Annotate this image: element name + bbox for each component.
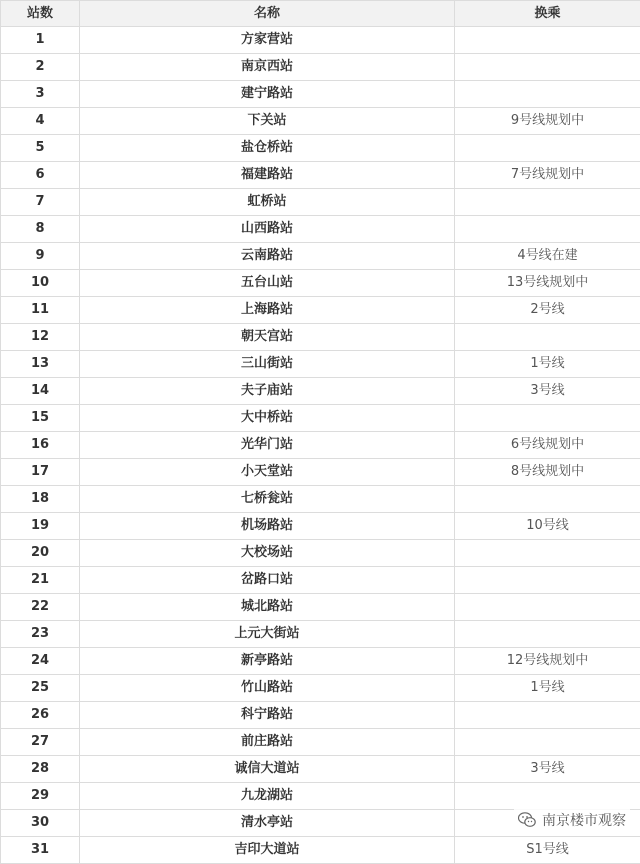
station-no-cell: 4 bbox=[1, 108, 80, 135]
table-row bbox=[1, 621, 640, 648]
station-name-cell: 方家营站 bbox=[80, 27, 455, 54]
table-row bbox=[1, 486, 640, 513]
transfer-cell: 7号线规划中 bbox=[455, 162, 640, 189]
table-row bbox=[1, 351, 640, 378]
station-no-cell: 25 bbox=[1, 675, 80, 702]
station-name-cell: 吉印大道站 bbox=[80, 837, 455, 864]
station-name-cell: 山西路站 bbox=[80, 216, 455, 243]
transfer-cell bbox=[455, 54, 640, 81]
station-name-cell: 夫子庙站 bbox=[80, 378, 455, 405]
table-row bbox=[1, 108, 640, 135]
transfer-cell bbox=[455, 540, 640, 567]
station-name-cell: 建宁路站 bbox=[80, 81, 455, 108]
station-no-cell: 9 bbox=[1, 243, 80, 270]
transfer-cell bbox=[455, 594, 640, 621]
station-no-cell: 13 bbox=[1, 351, 80, 378]
table-row bbox=[1, 675, 640, 702]
table-row bbox=[1, 189, 640, 216]
table-row bbox=[1, 54, 640, 81]
station-name-cell: 诚信大道站 bbox=[80, 756, 455, 783]
table-row bbox=[1, 378, 640, 405]
station-no-cell: 6 bbox=[1, 162, 80, 189]
station-no-cell: 29 bbox=[1, 783, 80, 810]
watermark bbox=[514, 808, 630, 832]
station-name-cell: 光华门站 bbox=[80, 432, 455, 459]
table-row bbox=[1, 243, 640, 270]
station-name-cell: 七桥瓮站 bbox=[80, 486, 455, 513]
station-name-cell: 清水亭站 bbox=[80, 810, 455, 837]
watermark-text: 南京楼市观察 bbox=[542, 810, 626, 830]
header-station-no: 站数 bbox=[1, 1, 80, 27]
transfer-cell: S1号线 bbox=[455, 837, 640, 864]
station-name-cell: 前庄路站 bbox=[80, 729, 455, 756]
transfer-cell bbox=[455, 135, 640, 162]
station-no-cell: 31 bbox=[1, 837, 80, 864]
table-row bbox=[1, 324, 640, 351]
table-row bbox=[1, 783, 640, 810]
transfer-cell bbox=[455, 216, 640, 243]
transfer-cell: 2号线 bbox=[455, 297, 640, 324]
station-name-cell: 小天堂站 bbox=[80, 459, 455, 486]
station-name-cell: 竹山路站 bbox=[80, 675, 455, 702]
table-row bbox=[1, 297, 640, 324]
station-name-cell: 岔路口站 bbox=[80, 567, 455, 594]
station-no-cell: 12 bbox=[1, 324, 80, 351]
station-no-cell: 11 bbox=[1, 297, 80, 324]
table-row bbox=[1, 135, 640, 162]
transfer-cell: 8号线规划中 bbox=[455, 459, 640, 486]
station-name-cell: 科宁路站 bbox=[80, 702, 455, 729]
transfer-cell: 12号线规划中 bbox=[455, 648, 640, 675]
station-name-cell: 城北路站 bbox=[80, 594, 455, 621]
transfer-cell bbox=[455, 567, 640, 594]
transfer-cell bbox=[455, 405, 640, 432]
station-name-cell: 大校场站 bbox=[80, 540, 455, 567]
station-no-cell: 28 bbox=[1, 756, 80, 783]
table-row bbox=[1, 216, 640, 243]
station-name-cell: 福建路站 bbox=[80, 162, 455, 189]
station-no-cell: 22 bbox=[1, 594, 80, 621]
table-row bbox=[1, 162, 640, 189]
station-name-cell: 盐仓桥站 bbox=[80, 135, 455, 162]
table-row bbox=[1, 27, 640, 54]
station-no-cell: 21 bbox=[1, 567, 80, 594]
station-name-cell: 下关站 bbox=[80, 108, 455, 135]
transfer-cell bbox=[455, 621, 640, 648]
table-row bbox=[1, 567, 640, 594]
station-no-cell: 20 bbox=[1, 540, 80, 567]
transfer-cell: 6号线规划中 bbox=[455, 432, 640, 459]
transfer-cell bbox=[455, 189, 640, 216]
station-name-cell: 朝天宫站 bbox=[80, 324, 455, 351]
header-name: 名称 bbox=[80, 1, 455, 27]
station-name-cell: 九龙湖站 bbox=[80, 783, 455, 810]
table-row bbox=[1, 432, 640, 459]
station-no-cell: 23 bbox=[1, 621, 80, 648]
table-row bbox=[1, 270, 640, 297]
transfer-cell bbox=[455, 702, 640, 729]
station-no-cell: 8 bbox=[1, 216, 80, 243]
transfer-cell: 10号线 bbox=[455, 513, 640, 540]
transfer-cell bbox=[455, 27, 640, 54]
station-name-cell: 新亭路站 bbox=[80, 648, 455, 675]
transfer-cell: 3号线 bbox=[455, 378, 640, 405]
station-no-cell: 16 bbox=[1, 432, 80, 459]
station-no-cell: 7 bbox=[1, 189, 80, 216]
station-no-cell: 2 bbox=[1, 54, 80, 81]
station-no-cell: 26 bbox=[1, 702, 80, 729]
transfer-cell bbox=[455, 729, 640, 756]
table-row bbox=[1, 837, 640, 864]
table-row bbox=[1, 648, 640, 675]
transfer-cell: 4号线在建 bbox=[455, 243, 640, 270]
transfer-cell: 13号线规划中 bbox=[455, 270, 640, 297]
station-name-cell: 上元大街站 bbox=[80, 621, 455, 648]
station-name-cell: 虹桥站 bbox=[80, 189, 455, 216]
station-no-cell: 19 bbox=[1, 513, 80, 540]
transfer-cell bbox=[455, 324, 640, 351]
station-name-cell: 南京西站 bbox=[80, 54, 455, 81]
transfer-cell: 3号线 bbox=[455, 756, 640, 783]
table-row bbox=[1, 513, 640, 540]
station-no-cell: 14 bbox=[1, 378, 80, 405]
table-body bbox=[1, 27, 640, 864]
station-name-cell: 云南路站 bbox=[80, 243, 455, 270]
table-row bbox=[1, 540, 640, 567]
station-no-cell: 17 bbox=[1, 459, 80, 486]
station-no-cell: 5 bbox=[1, 135, 80, 162]
table-row bbox=[1, 459, 640, 486]
table-row bbox=[1, 81, 640, 108]
station-name-cell: 三山街站 bbox=[80, 351, 455, 378]
transfer-cell: 1号线 bbox=[455, 351, 640, 378]
table-row bbox=[1, 729, 640, 756]
table-row bbox=[1, 594, 640, 621]
table-row bbox=[1, 702, 640, 729]
station-no-cell: 3 bbox=[1, 81, 80, 108]
transfer-cell: 1号线 bbox=[455, 675, 640, 702]
station-no-cell: 24 bbox=[1, 648, 80, 675]
station-name-cell: 大中桥站 bbox=[80, 405, 455, 432]
transfer-cell bbox=[455, 81, 640, 108]
station-no-cell: 27 bbox=[1, 729, 80, 756]
table-header-row bbox=[1, 1, 640, 27]
station-name-cell: 上海路站 bbox=[80, 297, 455, 324]
table-row bbox=[1, 756, 640, 783]
station-name-cell: 五台山站 bbox=[80, 270, 455, 297]
transfer-cell: 9号线规划中 bbox=[455, 108, 640, 135]
table-row bbox=[1, 405, 640, 432]
station-name-cell: 机场路站 bbox=[80, 513, 455, 540]
transfer-cell bbox=[455, 783, 640, 810]
transfer-cell bbox=[455, 486, 640, 513]
wechat-icon bbox=[518, 812, 536, 828]
station-no-cell: 15 bbox=[1, 405, 80, 432]
station-no-cell: 10 bbox=[1, 270, 80, 297]
station-no-cell: 1 bbox=[1, 27, 80, 54]
station-no-cell: 30 bbox=[1, 810, 80, 837]
header-transfer: 换乘 bbox=[455, 1, 640, 27]
station-no-cell: 18 bbox=[1, 486, 80, 513]
